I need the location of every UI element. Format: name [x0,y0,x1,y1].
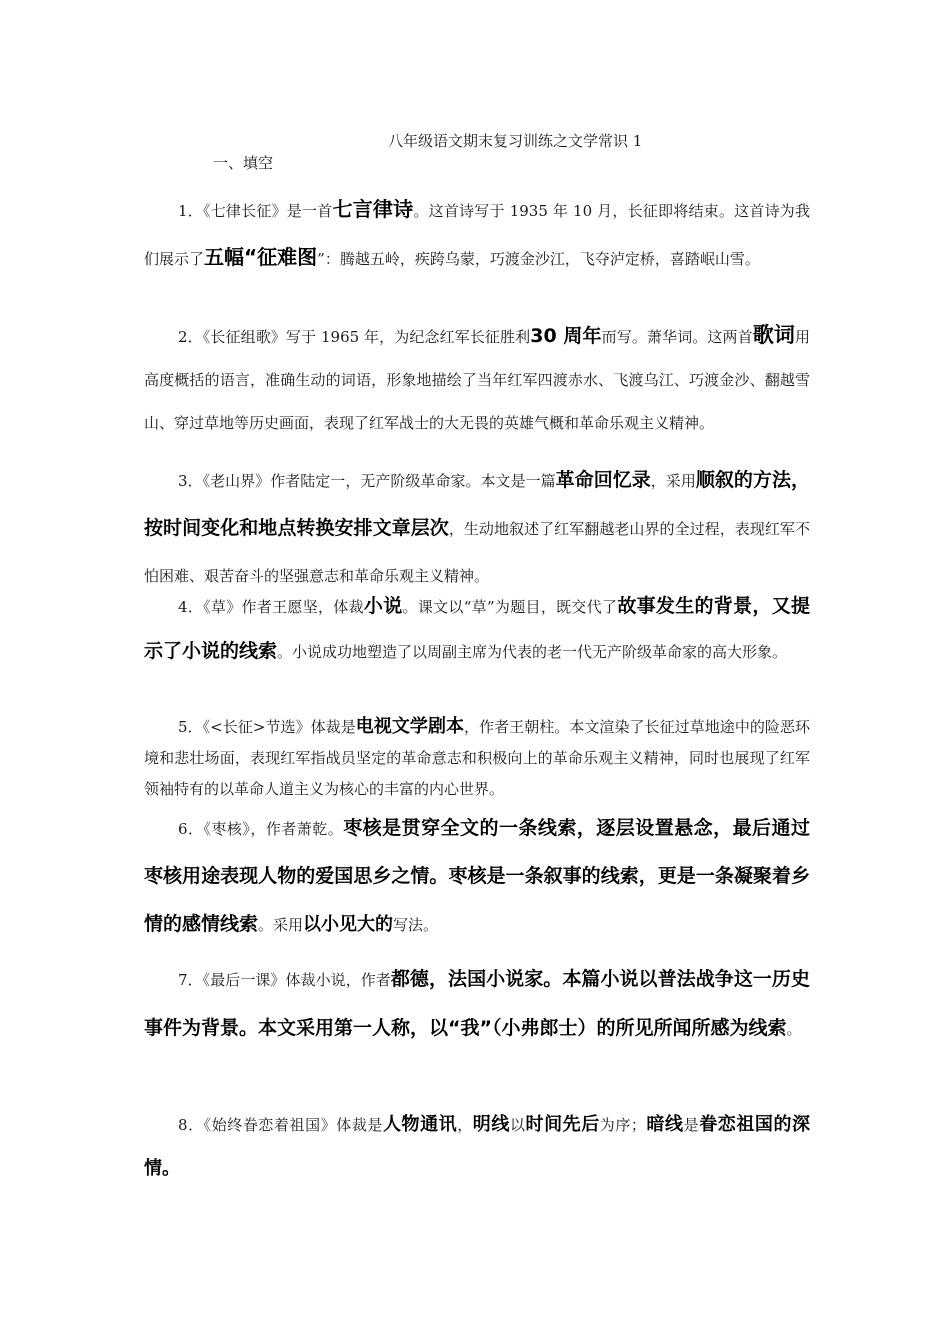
text: 是 [683,1116,700,1134]
text: ，采用 [650,472,696,490]
paragraph-item-5 [144,711,810,805]
bold-answer: 人物通讯 [382,1114,458,1135]
text: 2．《长征组歌》写于 1965 年，为纪念红军长征胜利 [178,328,531,346]
text: 。课文以“草”为题目，既交代了 [402,598,618,616]
bold-answer: 暗线 [645,1114,684,1135]
paragraph-item-7 [144,955,810,1053]
bold-answer: 歌词 [752,323,795,347]
bold-answer: 革命回忆录 [555,469,651,491]
text: 7．《最后一课》体裁小说，作者 [178,971,391,989]
bold-answer: 顺叙的方法，按时间变化和地点转换安排文章层次 [144,469,810,539]
bold-answer: 时间先后 [525,1114,600,1135]
text: 3．《老山界》作者陆定一，无产阶级革命家。本文是一篇 [178,472,556,490]
document-title: 八年级语文期末复习训练之文学常识 1 [388,132,643,150]
text: 为序； [599,1116,646,1134]
text: 5．《<长征>节选》体裁是 [178,718,356,736]
bold-answer: 明线 [472,1114,510,1135]
bold-answer: 小说 [363,595,403,617]
text: 写法。 [393,916,439,934]
bold-answer: 七言律诗 [332,197,414,221]
section-heading: 一、填空 [213,154,274,172]
bold-answer: 故事发生的背景，又提示了小说的线索 [144,595,810,662]
paragraph-item-6 [144,805,810,949]
text: 。小说成功地塑造了以周副主席为代表的老一代无产阶级革命家的高大形象。 [277,643,788,661]
bold-answer: 枣核是贯穿全文的一条线索，逐层设置悬念，最后通过枣核用途表现人物的爱国思乡之情。枣核是一条叙事的线索，更是一条凝聚着乡情的感情线索 [144,817,810,935]
paragraph-item-2 [144,314,810,445]
paragraph-item-3 [144,457,810,600]
text: 1．《七律长征》是一首 [178,202,333,220]
text: ，作者王朝柱。本文渲染了长征过草地途中的险恶环境和悲壮场面，表现红军指战员坚定的革命意志和积极向上的革命乐观主义精神，同时也展现了红军领袖特有的以革命人道主义为核心的丰富的内心世界。 [144,718,810,798]
text: 。这首诗写于 1935 年 10 月，长征即将结束。这首诗为我们展示了 [144,202,811,268]
text: 4．《草》作者王愿坚，体裁 [178,598,364,616]
text: 。 [786,1020,802,1038]
bold-answer: 以小见大的 [303,914,394,935]
bold-answer: 五幅“征难图 [204,245,318,269]
paragraph-item-4 [144,584,810,674]
text: 以 [509,1116,526,1134]
text: ，生动地叙述了红军翻越老山界的全过程，表现红军不怕困难、艰苦奋斗的坚强意志和革命乐观主义精神。 [144,520,810,585]
bold-answer: 都德，法国小说家。本篇小说以普法战争这一历史事件为背景。本文采用第一人称，以“我”（小弗郎士）的所见所闻所感为线索 [144,968,810,1039]
text: ”：腾越五岭，疾跨乌蒙，巧渡金沙江，飞夺泸定桥，喜踏岷山雪。 [317,250,760,268]
paragraph-item-8 [144,1103,810,1191]
text: 而写。萧华词。这两首 [601,328,753,346]
bold-answer: 电视文学剧本 [355,716,465,737]
text: 用高度概括的语言，准确生动的词语，形象地描绘了当年红军四渡赤水、飞渡乌江、巧渡金沙、翻越雪山、穿过草地等历史画面，表现了红军战士的大无畏的英雄气概和革命乐观主义精神。 [144,328,810,432]
text: 。采用 [258,916,304,934]
bold-answer: 眷恋祖国的深情。 [144,1114,811,1179]
paragraph-item-1 [144,186,810,282]
text: 8．《始终眷恋着祖国》体裁是 [178,1116,383,1134]
bold-answer: 30 周年 [530,325,602,347]
text: ， [457,1116,473,1134]
text: 6．《枣核》，作者萧乾。 [178,820,344,838]
